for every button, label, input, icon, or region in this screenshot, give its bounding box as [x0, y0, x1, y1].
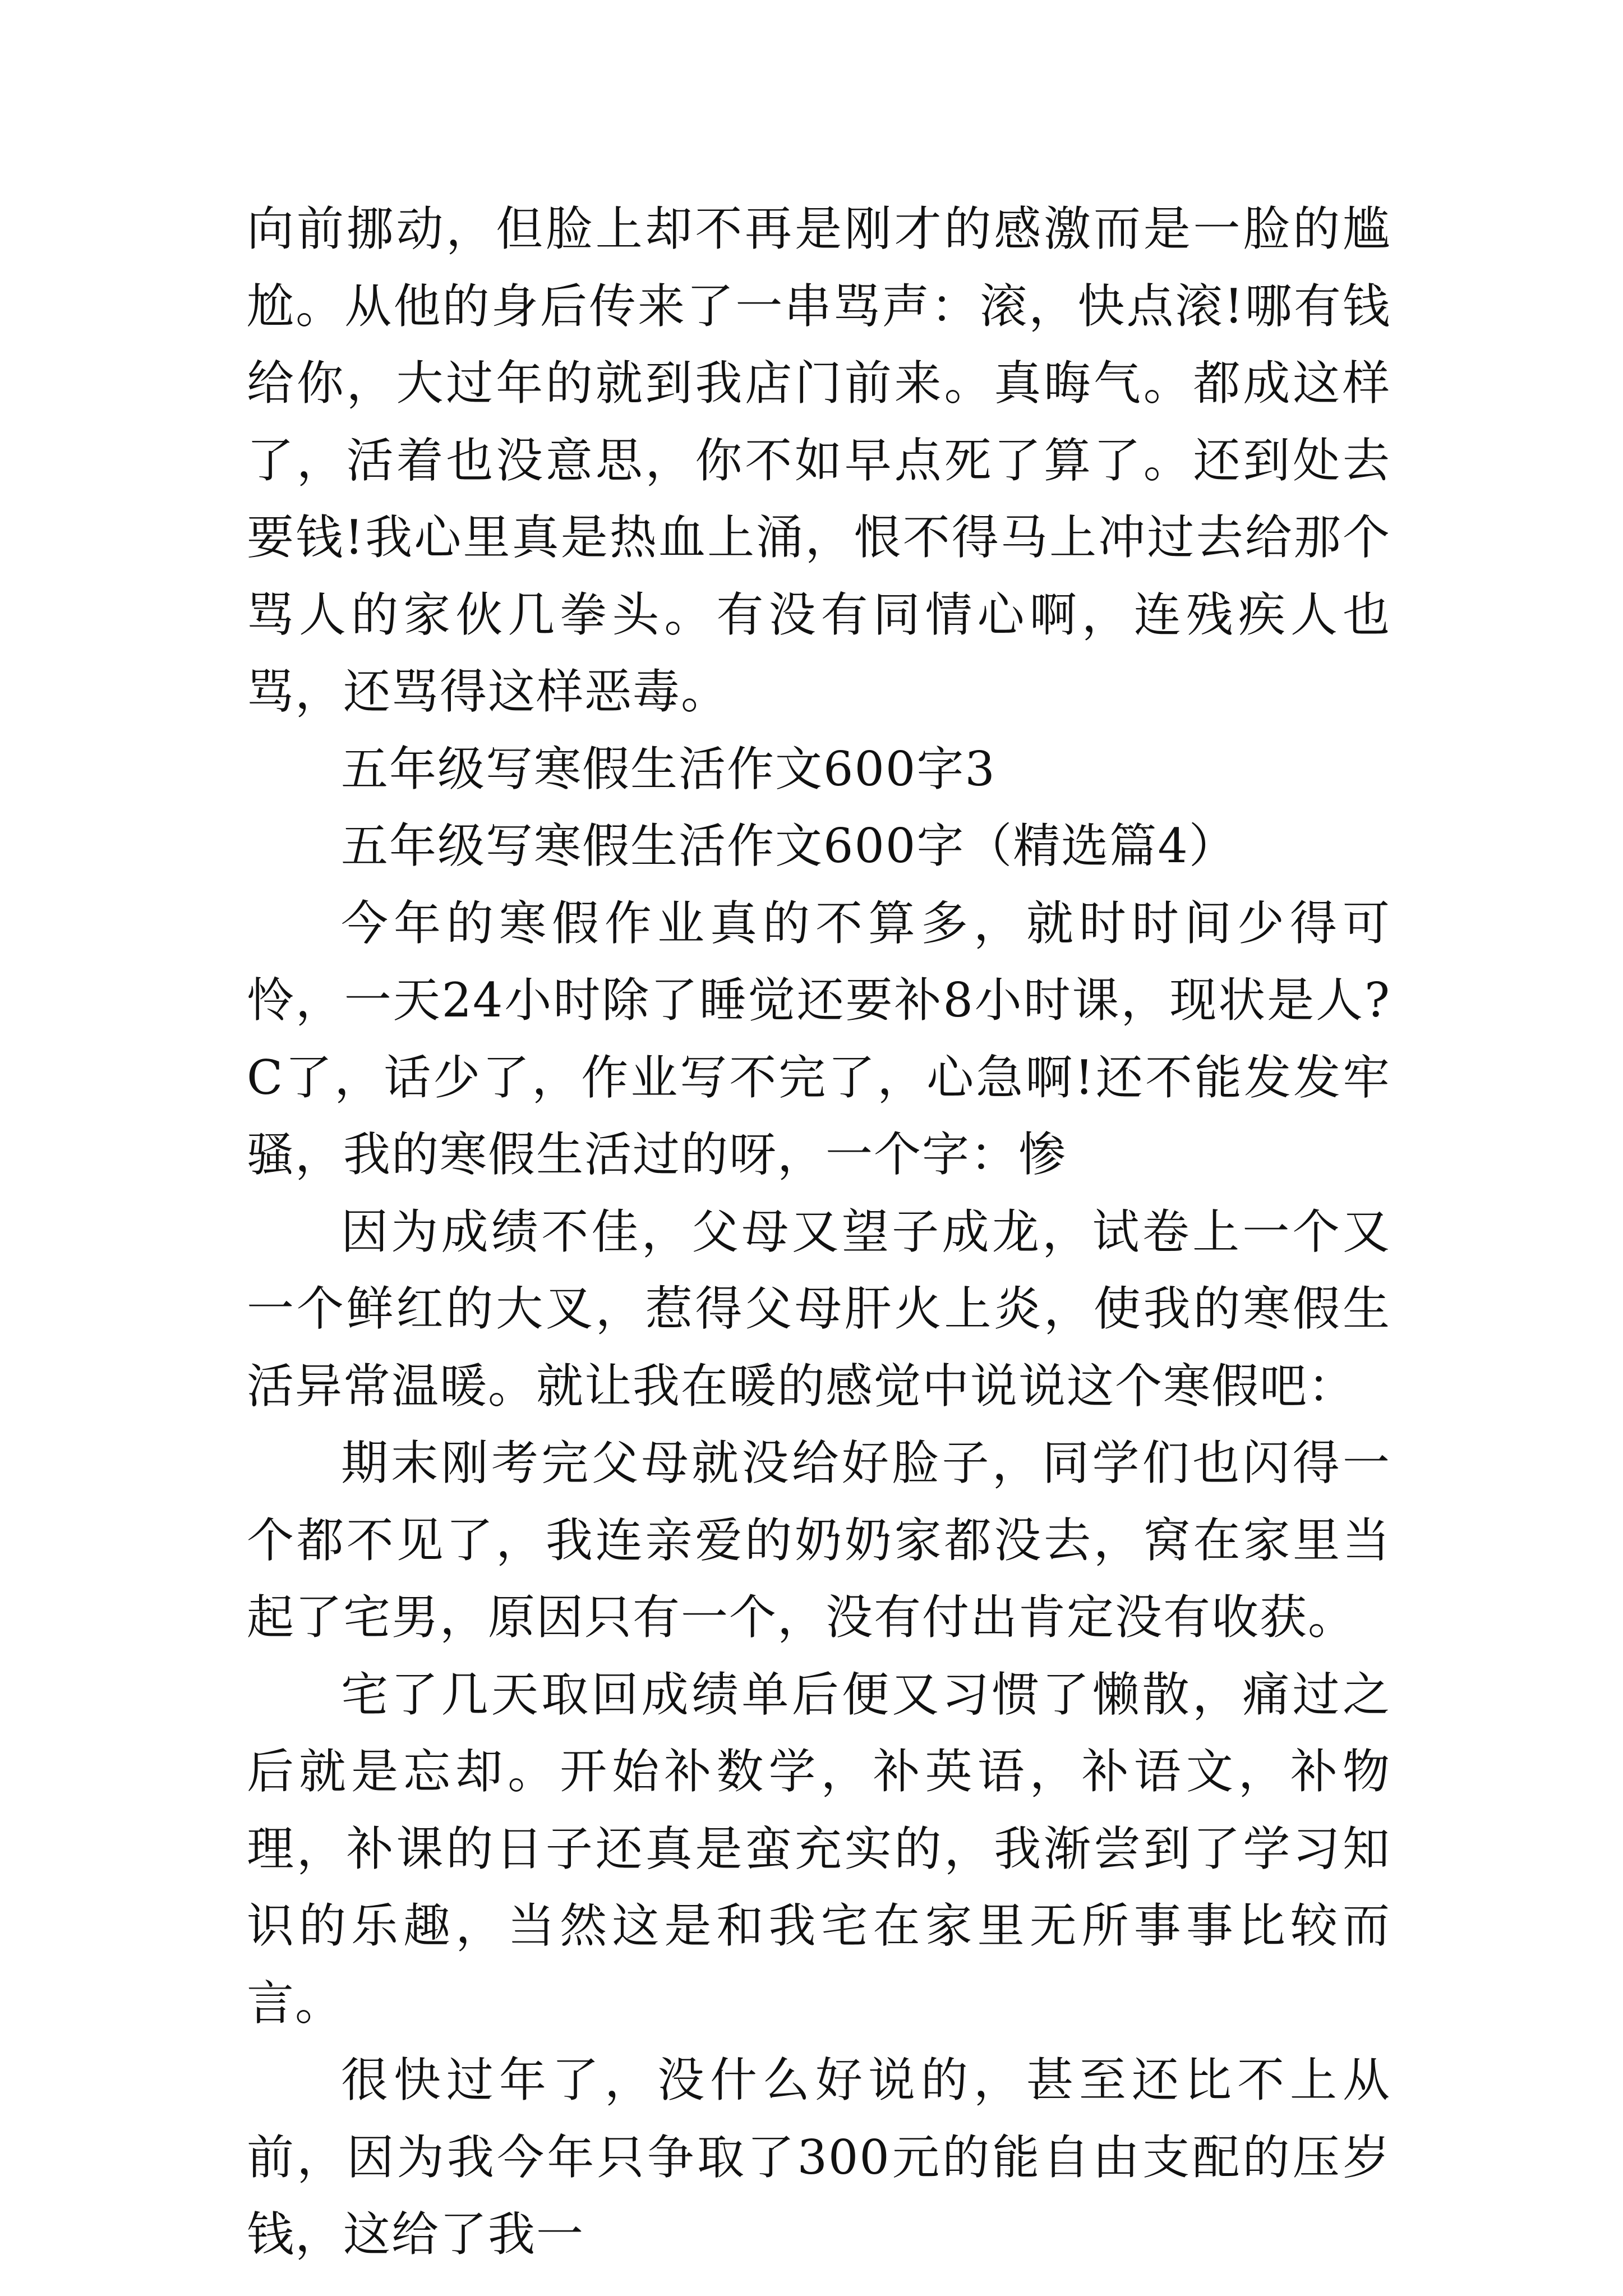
paragraph-3: 因为成绩不佳，父母又望子成龙，试卷上一个又一个鲜红的大叉，惹得父母肝火上炎，使我的寒假生活异常温暖。就让我在暖的感觉中说说这个寒假吧：: [247, 1204, 1391, 1414]
article-body: [247, 191, 1391, 2274]
section-heading-4: 五年级写寒假生活作文600字（精选篇4）: [341, 818, 1237, 873]
section-heading-3: 五年级写寒假生活作文600字3: [341, 741, 996, 797]
paragraph-5: 宅了几天取回成绩单后便又习惯了懒散，痛过之后就是忘却。开始补数学，补英语，补语文，补物理，补课的日子还真是蛮充实的，我渐尝到了学习知识的乐趣，当然这是和我宅在家里无所事事比较而言。: [247, 1667, 1391, 2031]
paragraph-6: 很快过年了，没什么好说的，甚至还比不上从前，因为我今年只争取了300元的能自由支配的压岁钱，这给了我一: [247, 2053, 1391, 2262]
paragraph-4: 期末刚考完父母就没给好脸子，同学们也闪得一个都不见了，我连亲爱的奶奶家都没去，窝在家里当起了宅男，原因只有一个，没有付出肯定没有收获。: [247, 1435, 1391, 1645]
paragraph-2: 今年的寒假作业真的不算多，就时时间少得可怜，一天24小时除了睡觉还要补8小时课，现状是人?C了，话少了，作业写不完了，心急啊!还不能发发牢骚，我的寒假生活过的呀，一个字：惨: [247, 895, 1391, 1182]
paragraph-1: 向前挪动，但脸上却不再是刚才的感激而是一脸的尴尬。从他的身后传来了一串骂声：滚，快点滚!哪有钱给你，大过年的就到我店门前来。真晦气。都成这样了，活着也没意思，你不如早点死了算了。还到处去要钱!我心里真是热血上涌，恨不得马上冲过去给那个骂人的家伙几拳头。有没有同情心啊，连残疾人也骂，还骂得这样恶毒。: [247, 201, 1391, 719]
